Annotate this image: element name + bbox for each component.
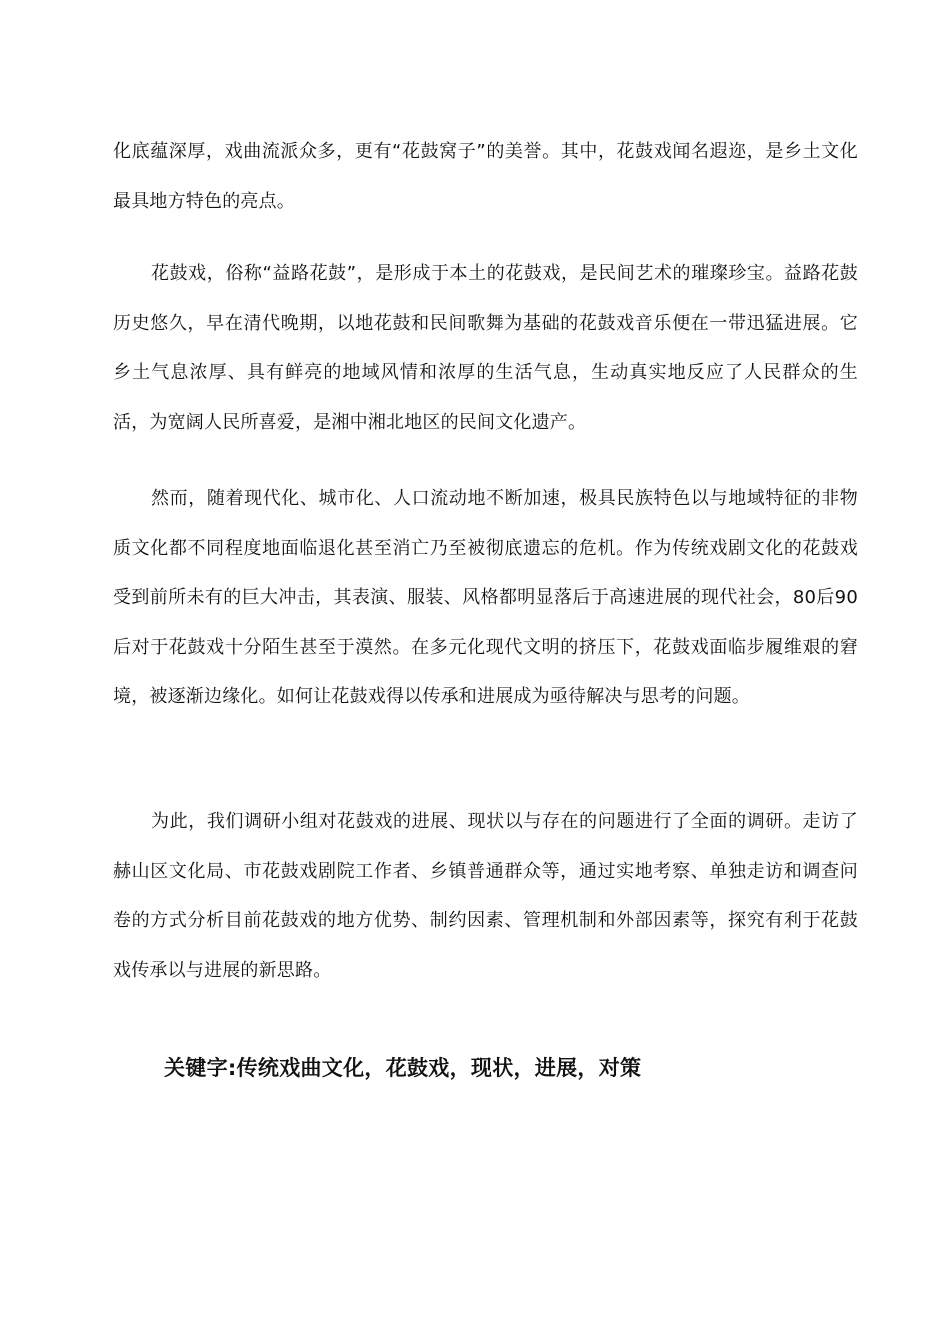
paragraph-research-method: 为此，我们调研小组对花鼓戏的进展、现状以与存在的问题进行了全面的调研。走访了赫山区文化局、市花鼓戏剧院工作者、乡镇普通群众等，通过实地考察、单独走访和调查问卷的方式分析目前花鼓戏的地方优势、制约因素、管理机制和外部因素等，探究有利于花鼓戏传承以与进展的新思路。 [113,811,858,981]
paragraph-huagu-opera-overview: 花鼓戏，俗称“益路花鼓”，是形成于本土的花鼓戏，是民间艺术的璀璨珍宝。益路花鼓历史悠久，早在清代晚期，以地花鼓和民间歌舞为基础的花鼓戏音乐便在一带迅猛进展。它乡土气息浓厚、具有鲜亮的地域风情和浓厚的生活气息，生动真实地反应了人民群众的生活，为宽阔人民所喜爱，是湘中湘北地区的民间文化遗产。 [113,263,858,433]
paragraph-crisis: 然而，随着现代化、城市化、人口流动地不断加速，极具民族特色以与地域特征的非物质文化都不同程度地面临退化甚至消亡乃至被彻底遗忘的危机。作为传统戏剧文化的花鼓戏受到前所未有的巨大冲击，其表演、服装、风格都明显落后于高速进展的现代社会，80后90后对于花鼓戏十分陌生甚至于漠然。在多元化现代文明的挤压下，花鼓戏面临步履维艰的窘境，被逐渐边缘化。如何让花鼓戏得以传承和进展成为亟待解决与思考的问题。 [113,488,858,707]
keywords-line: 关键字:传统戏曲文化，花鼓戏，现状，进展，对策 [164,1056,642,1080]
paragraph-intro-continued: 化底蕴深厚，戏曲流派众多，更有“花鼓窝子”的美誉。其中，花鼓戏闻名遐迩，是乡土文化最具地方特色的亮点。 [113,141,858,212]
